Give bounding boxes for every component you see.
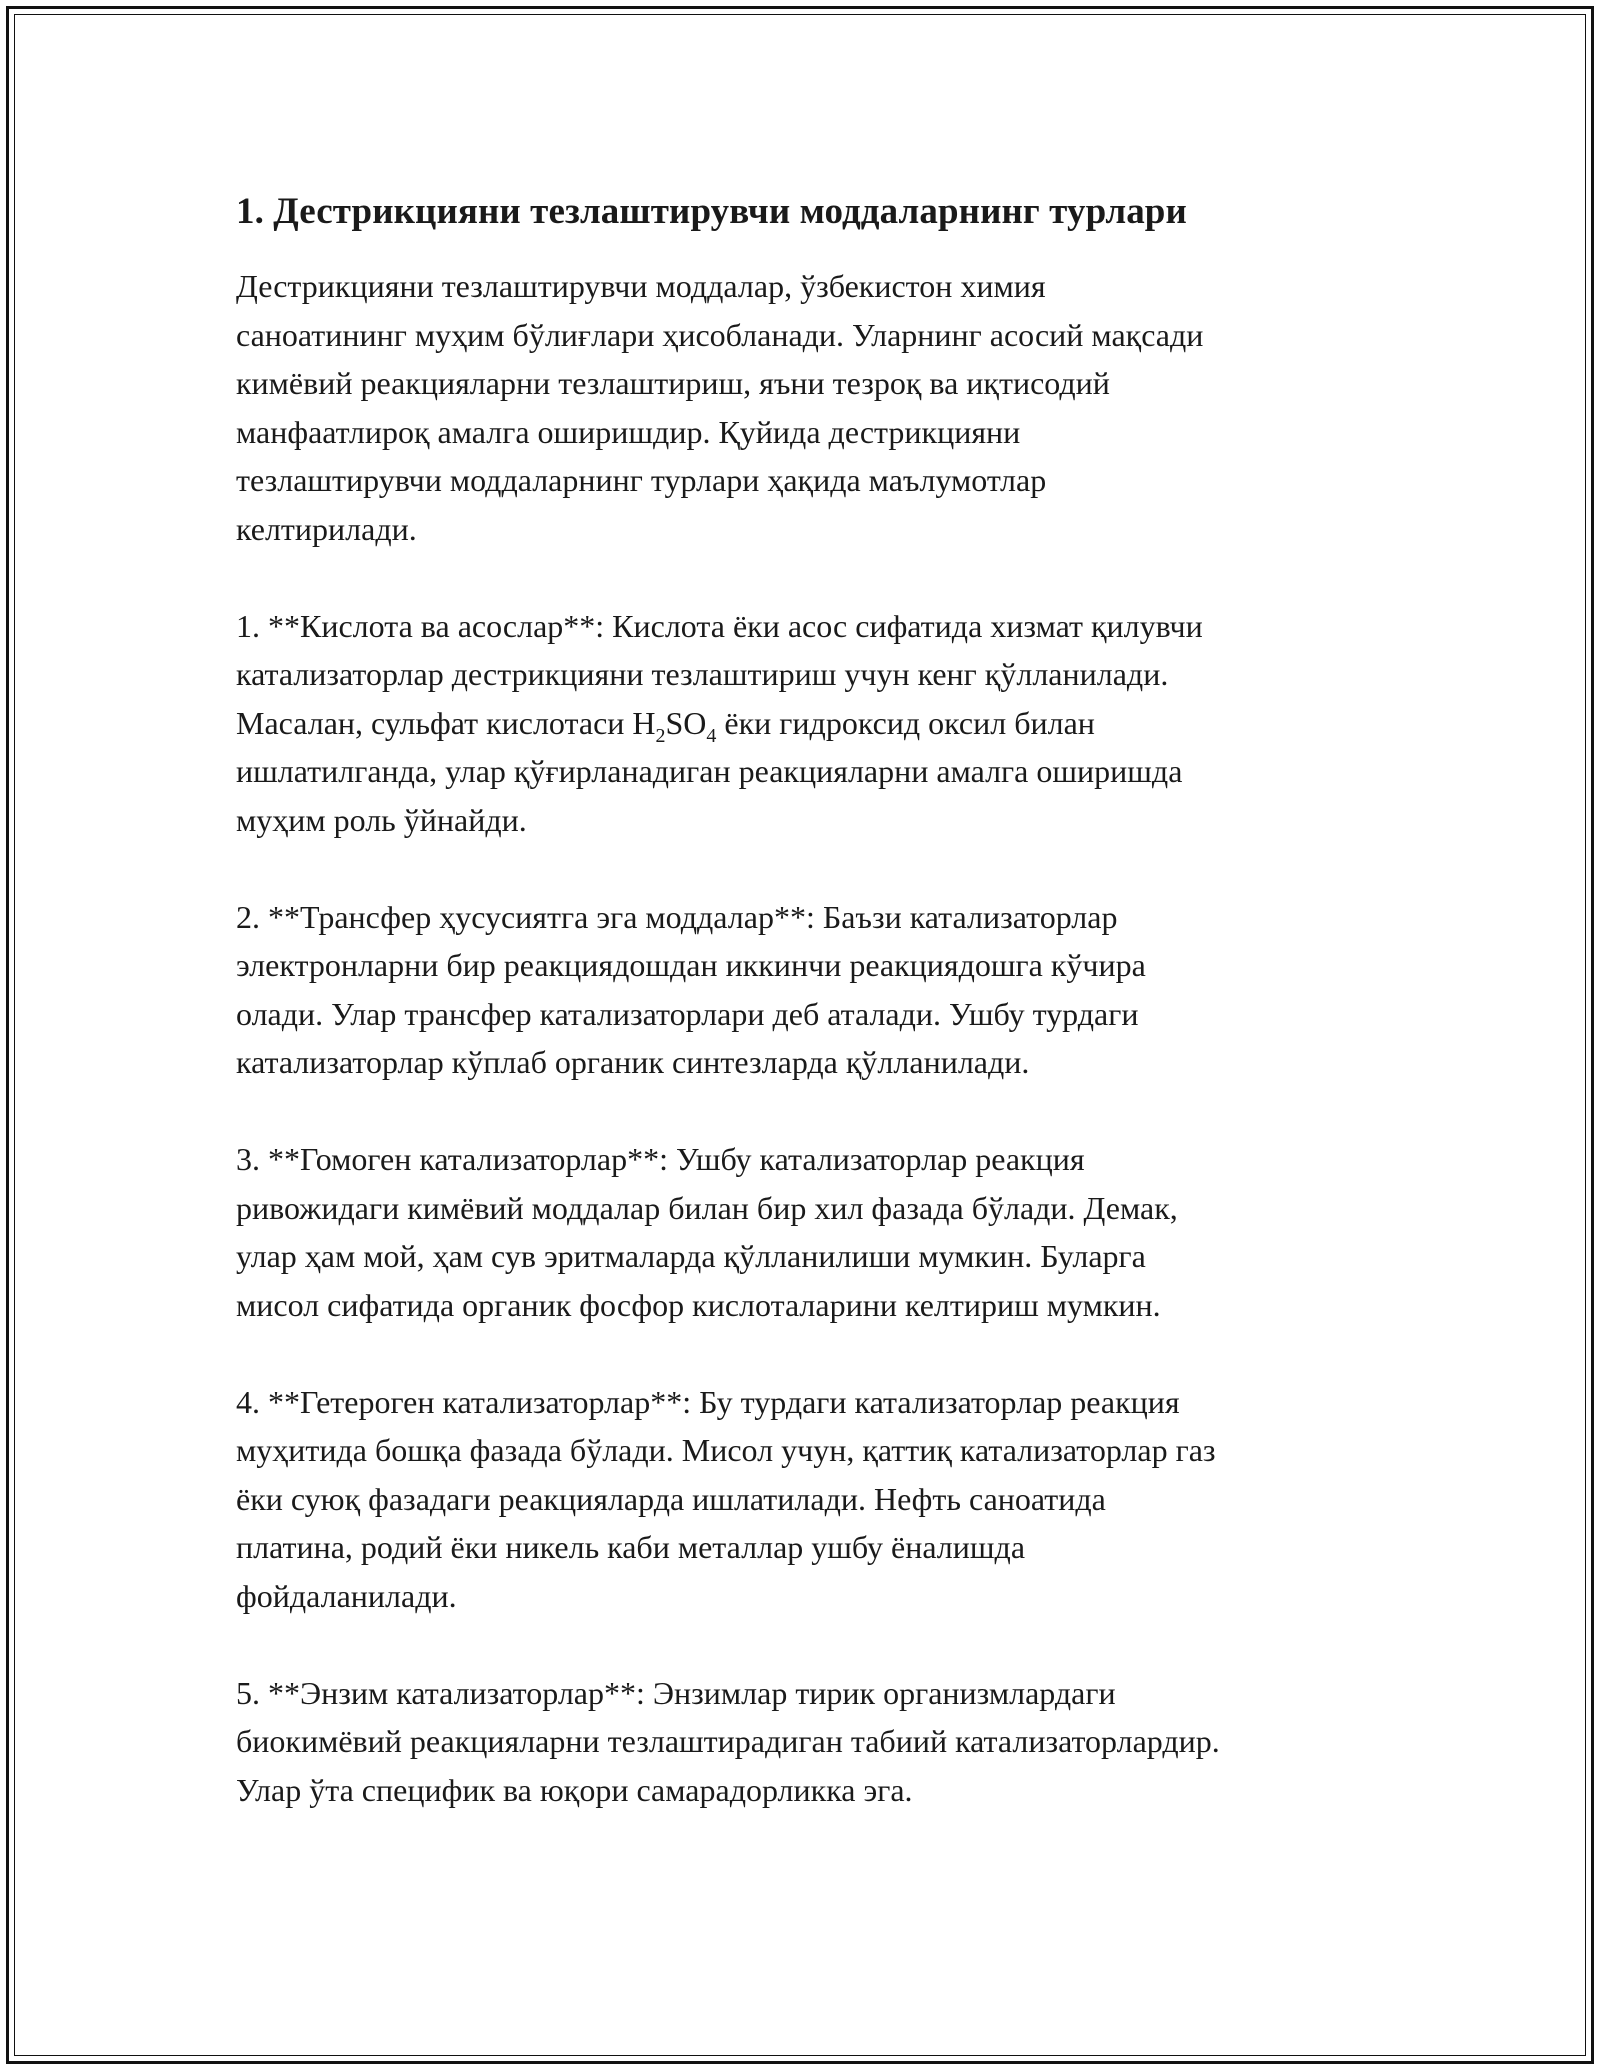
formula-text: Масалан, сульфат кислотаси H <box>236 704 656 741</box>
item-line: катализаторлар кўплаб органик синтезларда қўлланилади. <box>236 1044 1030 1080</box>
item-line-formula <box>236 699 1376 748</box>
item-line: 1. **Кислота ва асослар**: Кислота ёки асос сифатида хизмат қилувчи <box>236 607 1203 644</box>
intro-paragraph <box>236 262 1376 553</box>
list-item-acids-bases <box>236 602 1376 845</box>
intro-line: манфаатлироқ амалга оширишдир. Қуйида дестрикцияни <box>236 413 1021 450</box>
item-line: катализаторлар дестрикцияни тезлаштириш учун кенг қўлланилади. <box>236 656 1169 692</box>
intro-line: Дестрикцияни тезлаштирувчи моддалар, ўзбекистон химия <box>236 268 1046 304</box>
item-line: олади. Улар трансфер катализаторлари деб аталади. Ушбу турдаги <box>236 995 1139 1032</box>
list-item-transfer <box>236 893 1376 1087</box>
list-item-heterogeneous <box>236 1378 1376 1621</box>
formula-subscript: 4 <box>706 724 717 747</box>
intro-line: саноатининг муҳим бўлиғлари ҳисобланади. Уларнинг асосий мақсади <box>236 316 1204 353</box>
formula-text: SO <box>665 704 707 741</box>
formula-text: ёки гидроксид оксил билан <box>716 704 1095 741</box>
item-line: муҳитида бошқа фазада бўлади. Мисол учун, қаттиқ катализаторлар газ <box>236 1432 1216 1468</box>
item-line: 3. **Гомоген катализаторлар**: Ушбу катализаторлар реакция <box>236 1141 1085 1177</box>
intro-line: тезлаштирувчи моддаларнинг турлари ҳақида маълумотлар <box>236 462 1047 498</box>
intro-line: келтирилади. <box>236 510 417 547</box>
item-line: улар ҳам мой, ҳам сув эритмаларда қўлланилиши мумкин. Буларга <box>236 1238 1146 1274</box>
item-line: ишлатилганда, улар қўғирланадиган реакцияларни амалга оширишда <box>236 753 1183 789</box>
item-line: ривожидаги кимёвий моддалар билан бир хил фазада бўлади. Демак, <box>236 1189 1178 1226</box>
item-line: ёки суюқ фазадаги реакцияларда ишлатилади. Нефть саноатида <box>236 1480 1106 1517</box>
item-line: фойдаланилади. <box>236 1577 457 1614</box>
document-body <box>236 188 1376 1863</box>
item-line: 2. **Трансфер ҳусусиятга эга моддалар**: Баъзи катализаторлар <box>236 898 1118 935</box>
list-item-homogeneous <box>236 1135 1376 1329</box>
list-item-enzyme <box>236 1669 1376 1815</box>
item-line: 4. **Гетероген катализаторлар**: Бу турдаги катализаторлар реакция <box>236 1383 1180 1420</box>
item-line: 5. **Энзим катализаторлар**: Энзимлар тирик организмлардаги <box>236 1674 1116 1711</box>
item-line: биокимёвий реакцияларни тезлаштирадиган табиий катализаторлардир. <box>236 1723 1220 1759</box>
intro-line: кимёвий реакцияларни тезлаштириш, яъни тезроқ ва иқтисодий <box>236 365 1110 401</box>
item-line: муҳим роль ўйнайди. <box>236 801 527 838</box>
formula-subscript: 2 <box>655 724 666 747</box>
item-line: Улар ўта специфик ва юқори самарадорликка эга. <box>236 1771 913 1808</box>
document-title: 1. Дестрикцияни тезлаштирувчи моддаларнинг турлари <box>236 191 1187 232</box>
item-line: электронларни бир реакциядошдан иккинчи реакциядошга кўчира <box>236 947 1146 983</box>
item-line: мисол сифатида органик фосфор кислоталарини келтириш мумкин. <box>236 1286 1161 1323</box>
item-line: платина, родий ёки никель каби металлар ушбу ёналишда <box>236 1529 1026 1565</box>
